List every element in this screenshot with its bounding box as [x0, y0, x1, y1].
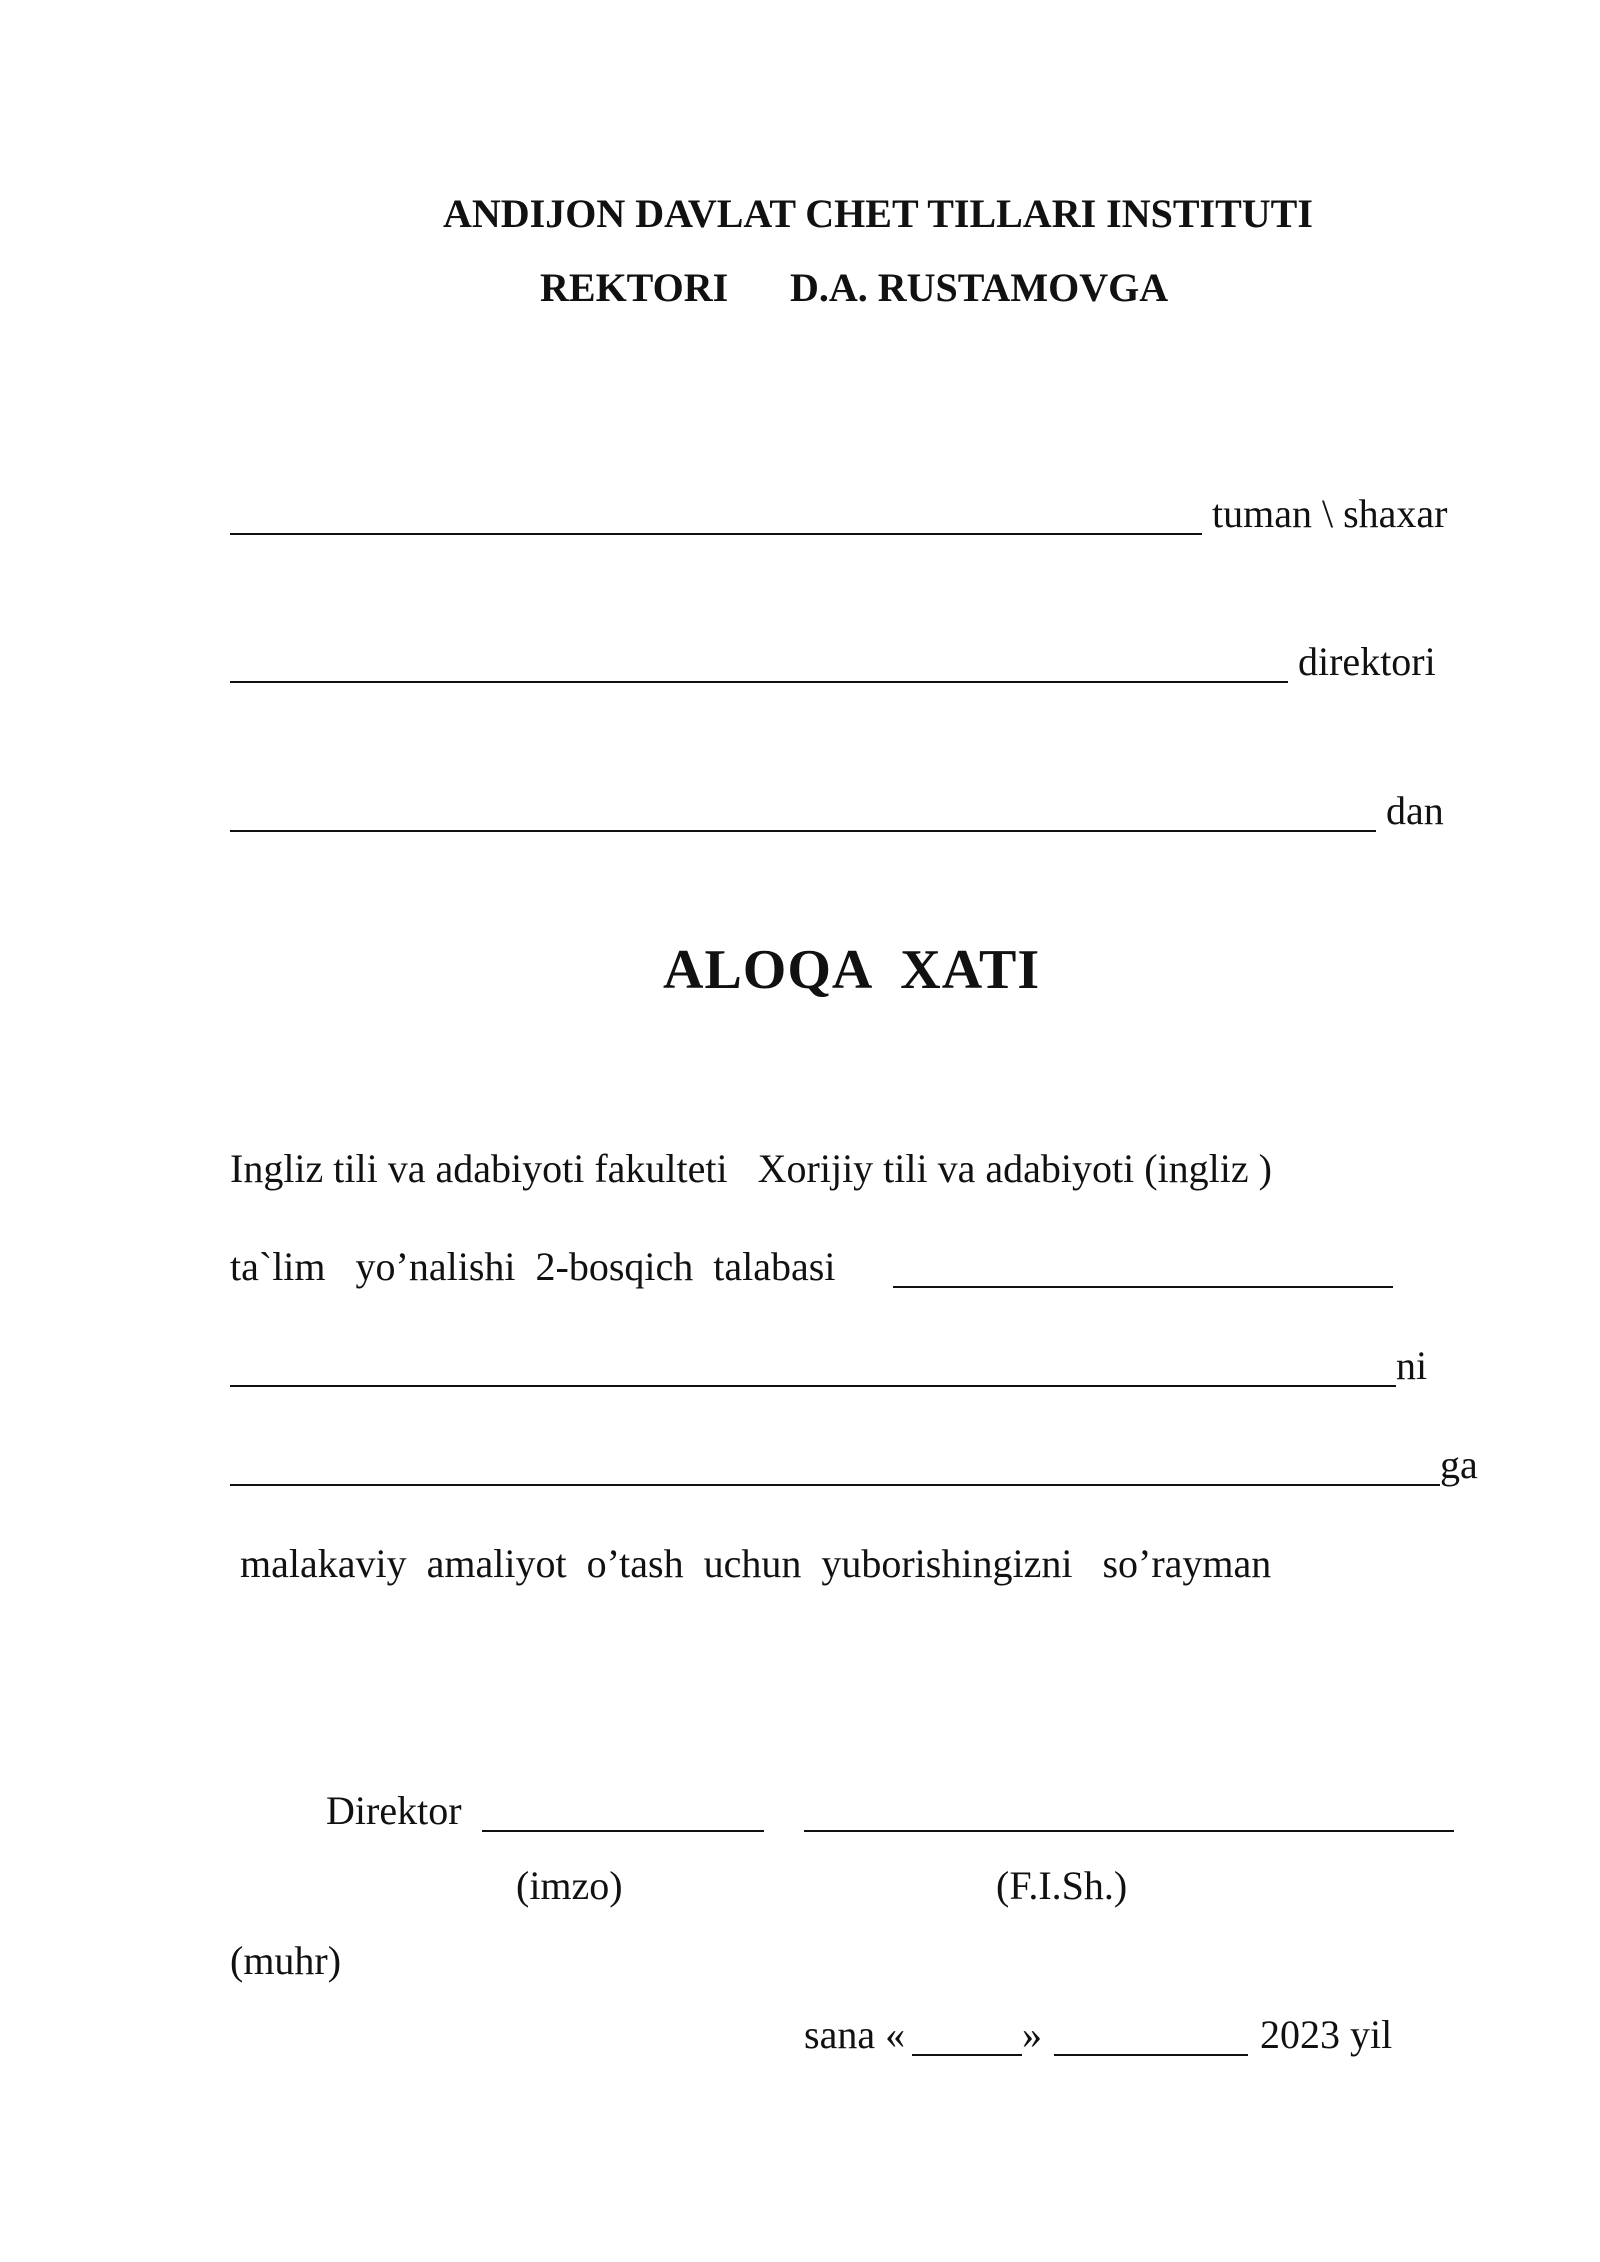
- document-title: ALOQA XATI: [663, 939, 1041, 1001]
- director-signature-label: Direktor: [326, 1788, 462, 1833]
- district-blank[interactable]: [230, 533, 1202, 535]
- district-label: tuman \ shaxar: [1212, 491, 1448, 536]
- student-fullname-blank[interactable]: [230, 1385, 1396, 1387]
- date-quote-close: »: [1022, 2012, 1042, 2057]
- institute-name: ANDIJON DAVLAT CHET TILLARI INSTITUTI: [443, 191, 1313, 236]
- sign-caption: (imzo): [516, 1863, 623, 1908]
- director-blank[interactable]: [230, 681, 1288, 683]
- director-label: direktori: [1298, 639, 1436, 684]
- student-name-blank[interactable]: [893, 1286, 1393, 1288]
- body-line-faculty: Ingliz tili va adabiyoti fakulteti Xorijiy tili va adabiyoti (ingliz ): [230, 1146, 1272, 1191]
- signature-blank[interactable]: [482, 1830, 764, 1832]
- year-label: 2023 yil: [1260, 2012, 1393, 2057]
- date-prefix: sana «: [804, 2012, 906, 2057]
- director-name-blank[interactable]: [804, 1830, 1454, 1832]
- organization-blank[interactable]: [230, 1484, 1440, 1486]
- sender-blank[interactable]: [230, 830, 1376, 832]
- body-line-request: malakaviy amaliyot o’tash uchun yuborishingizni so’rayman: [240, 1541, 1272, 1586]
- body-line-student: ta`lim yo’nalishi 2-bosqich talabasi: [230, 1244, 836, 1289]
- name-caption: (F.I.Sh.): [996, 1863, 1128, 1908]
- from-label: dan: [1386, 788, 1444, 833]
- stamp-caption: (muhr): [230, 1938, 342, 1983]
- rector-name: D.A. RUSTAMOVGA: [790, 265, 1169, 310]
- suffix-ga: ga: [1440, 1442, 1478, 1487]
- rector-title: REKTORI: [540, 265, 729, 310]
- month-blank[interactable]: [1054, 2054, 1248, 2056]
- day-blank[interactable]: [912, 2054, 1022, 2056]
- suffix-ni: ni: [1396, 1343, 1428, 1388]
